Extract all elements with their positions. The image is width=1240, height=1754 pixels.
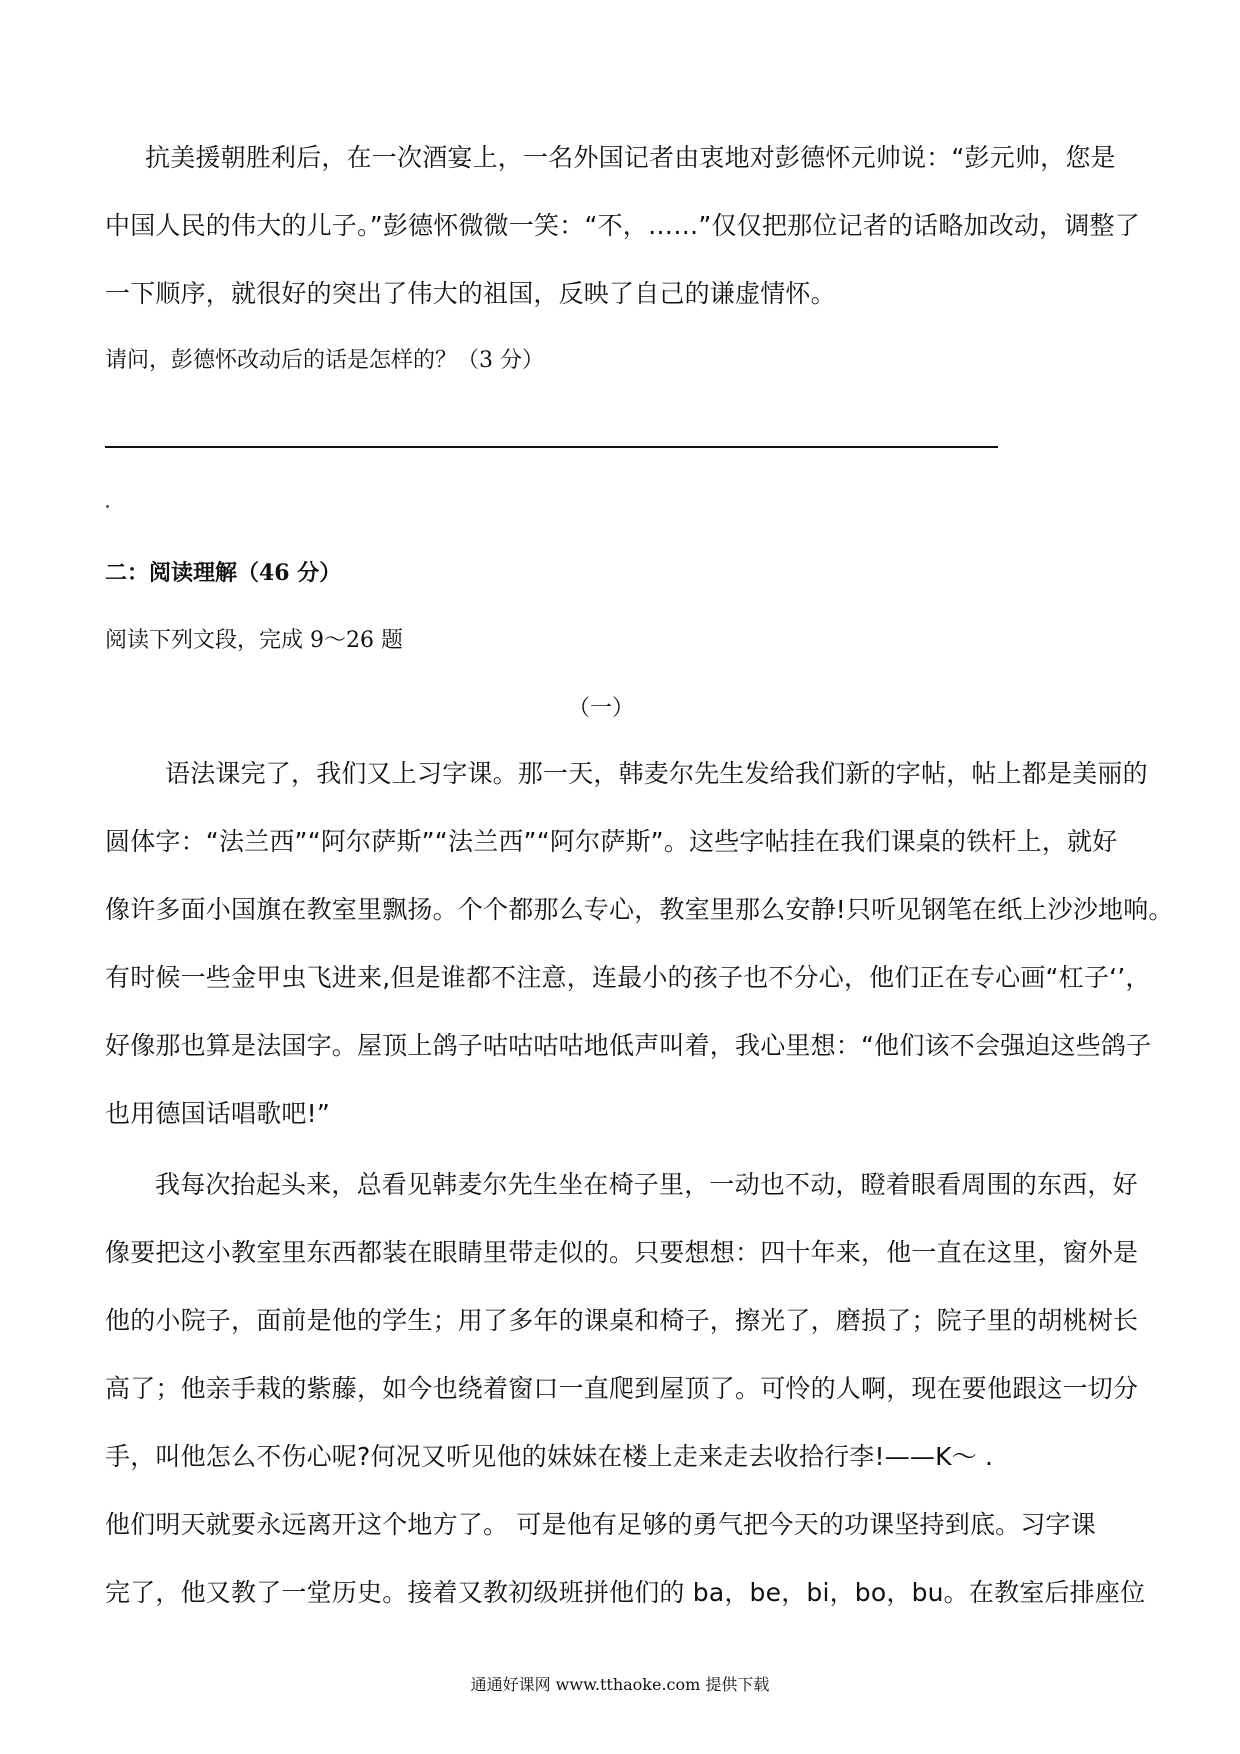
question-text: 请问，彭德怀改动后的话是怎样的？（3 分） <box>105 348 544 373</box>
passage-line: 完了，他又教了一堂历史。接着又教初级班拼他们的 ba，be，bi，bo，bu。在教室后排座位 <box>105 1578 1146 1607</box>
intro-line: 一下顺序，就很好的突出了伟大的祖国，反映了自己的谦虚情怀。 <box>105 279 836 308</box>
part-label: （一） <box>568 696 635 721</box>
passage-line: 好像那也算是法国字。屋顶上鸽子咕咕咕咕地低声叫着，我心里想：“他们该不会强迫这些鸽子 <box>105 1031 1152 1060</box>
stray-mark <box>106 505 109 508</box>
passage-line: 也用德国话唱歌吧!” <box>105 1099 330 1128</box>
passage-line: 像许多面小国旗在教室里飘扬。个个都那么专心，教室里那么安静!只听见钢笔在纸上沙沙地响。 <box>105 895 1174 924</box>
passage-line: 手，叫他怎么不伤心呢?何况又听见他的妹妹在楼上走来走去收拾行李!——K～ . <box>105 1442 994 1471</box>
passage-line: 他的小院子，面前是他的学生；用了多年的课桌和椅子，擦光了，磨损了；院子里的胡桃树长 <box>105 1306 1139 1335</box>
passage-line: 高了；他亲手栽的紫藤，如今也绕着窗口一直爬到屋顶了。可怜的人啊，现在要他跟这一切分 <box>105 1374 1139 1403</box>
footer-source: 通通好课网 www.tthaoke.com 提供下载 <box>470 1675 770 1694</box>
passage-line: 语法课完了，我们又上习字课。那一天，韩麦尔先生发给我们新的字帖，帖上都是美丽的 <box>165 759 1148 788</box>
section-heading: 二：阅读理解（46 分） <box>105 560 342 586</box>
passage-line: 他们明天就要永远离开这个地方了。 可是他有足够的勇气把今天的功课坚持到底。习字课 <box>105 1510 1096 1539</box>
passage-line: 有时候一些金甲虫飞进来,但是谁都不注意，连最小的孩子也不分心，他们正在专心画“杠子‘’， <box>105 963 1151 992</box>
passage-line: 我每次抬起头来，总看见韩麦尔先生坐在椅子里，一动也不动，瞪着眼看周围的东西，好 <box>155 1170 1138 1199</box>
intro-line: 中国人民的伟大的儿子。”彭德怀微微一笑：“不，……”仅仅把那位记者的话略加改动，调整了 <box>105 211 1140 240</box>
answer-line[interactable] <box>105 446 998 448</box>
intro-line: 抗美援朝胜利后，在一次酒宴上，一名外国记者由衷地对彭德怀元帅说：“彭元帅，您是 <box>145 143 1116 172</box>
passage-line: 像要把这小教室里东西都装在眼睛里带走似的。只要想想：四十年来，他一直在这里，窗外是 <box>105 1238 1139 1267</box>
section-instructions: 阅读下列文段，完成 9～26 题 <box>105 628 403 653</box>
passage-line: 圆体字：“法兰西”“阿尔萨斯”“法兰西”“阿尔萨斯”。这些字帖挂在我们课桌的铁杆上，就好 <box>105 827 1118 856</box>
